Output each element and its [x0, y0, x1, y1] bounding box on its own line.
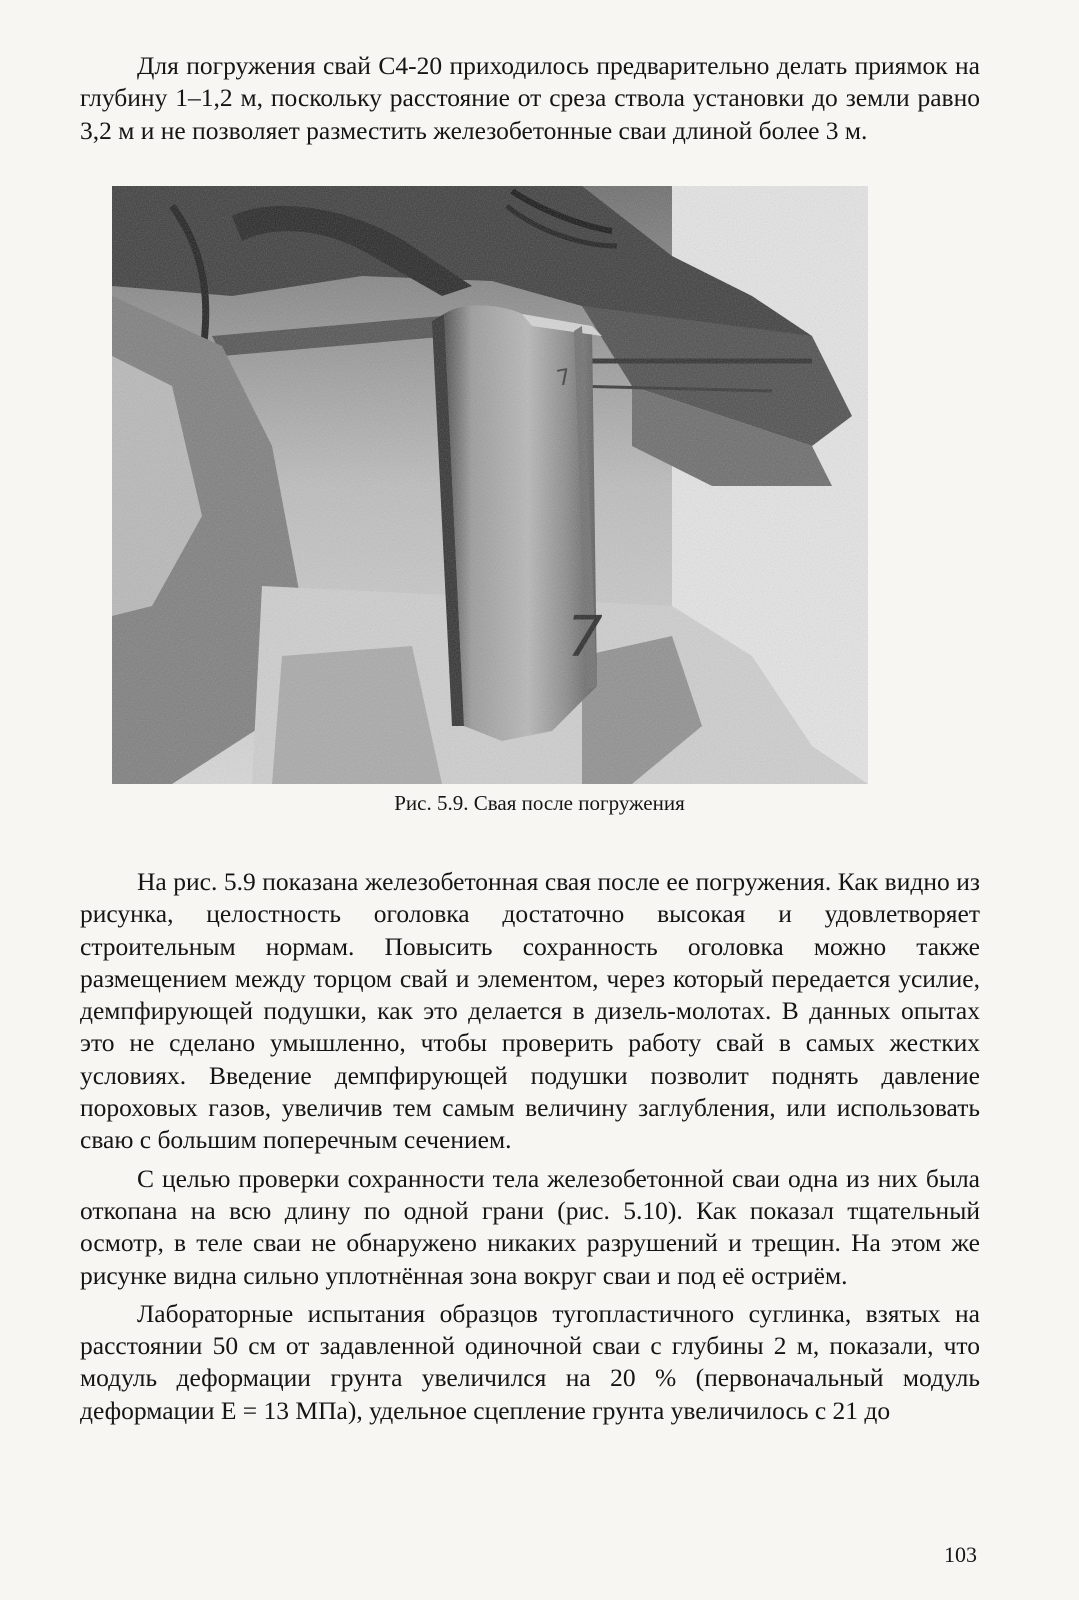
text-block-main: [80, 866, 980, 1427]
paragraph-intro: Для погружения свай С4-20 приходилось предварительно делать приямок на глубину 1–1,2 м, поскольку расстояние от среза ствола установки до земли равно 3,2 м и не позволяет разместить железобетонные сваи длиной более 3 м.: [80, 51, 980, 145]
paragraph-pile-inspection: С целью проверки сохранности тела железобетонной сваи одна из них была откопана на всю длину по одной грани (рис. 5.10). Как показал тщательный осмотр, в теле сваи не обнаружено никаких разрушений и трещин. На этом же рисунке видна сильно уплотнённая зона вокруг сваи и под её остриём.: [80, 1163, 980, 1290]
page-body: [80, 50, 980, 147]
paragraph-figure-description: На рис. 5.9 показана железобетонная свая после ее погружения. Как видно из рисунка, целостность оголовка достаточно высокая и удовлетворяет строительным нормам. Повысить сохранность оголовка можно также размещением между торцом свай и элементом, через который передается усилие, демпфирующей подушки, как это делается в дизель-молотах. В данных опытах это не сделано умышленно, чтобы проверить работу свай в самых жестких условиях. Введение демпфирующей подушки позволит поднять давление пороховых газов, увеличив тем самым величину заглубления, или использовать сваю с большим поперечным сечением.: [80, 867, 980, 1155]
paragraph-laboratory-tests: Лабораторные испытания образцов тугопластичного суглинка, взятых на расстоянии 50 см от задавленной одиночной сваи с глубины 2 м, показали, что модуль деформации грунта увеличился на 20 % (первоначальный модуль деформации E = 13 МПа), удельное сцепление грунта увеличилось с 21 до: [80, 1298, 980, 1425]
figure-pile-photo: [112, 186, 868, 784]
page-number: 103: [944, 1542, 977, 1567]
figure-caption: Рис. 5.9. Свая после погружения: [394, 791, 685, 815]
photo-pile-after-driving: [112, 186, 868, 784]
